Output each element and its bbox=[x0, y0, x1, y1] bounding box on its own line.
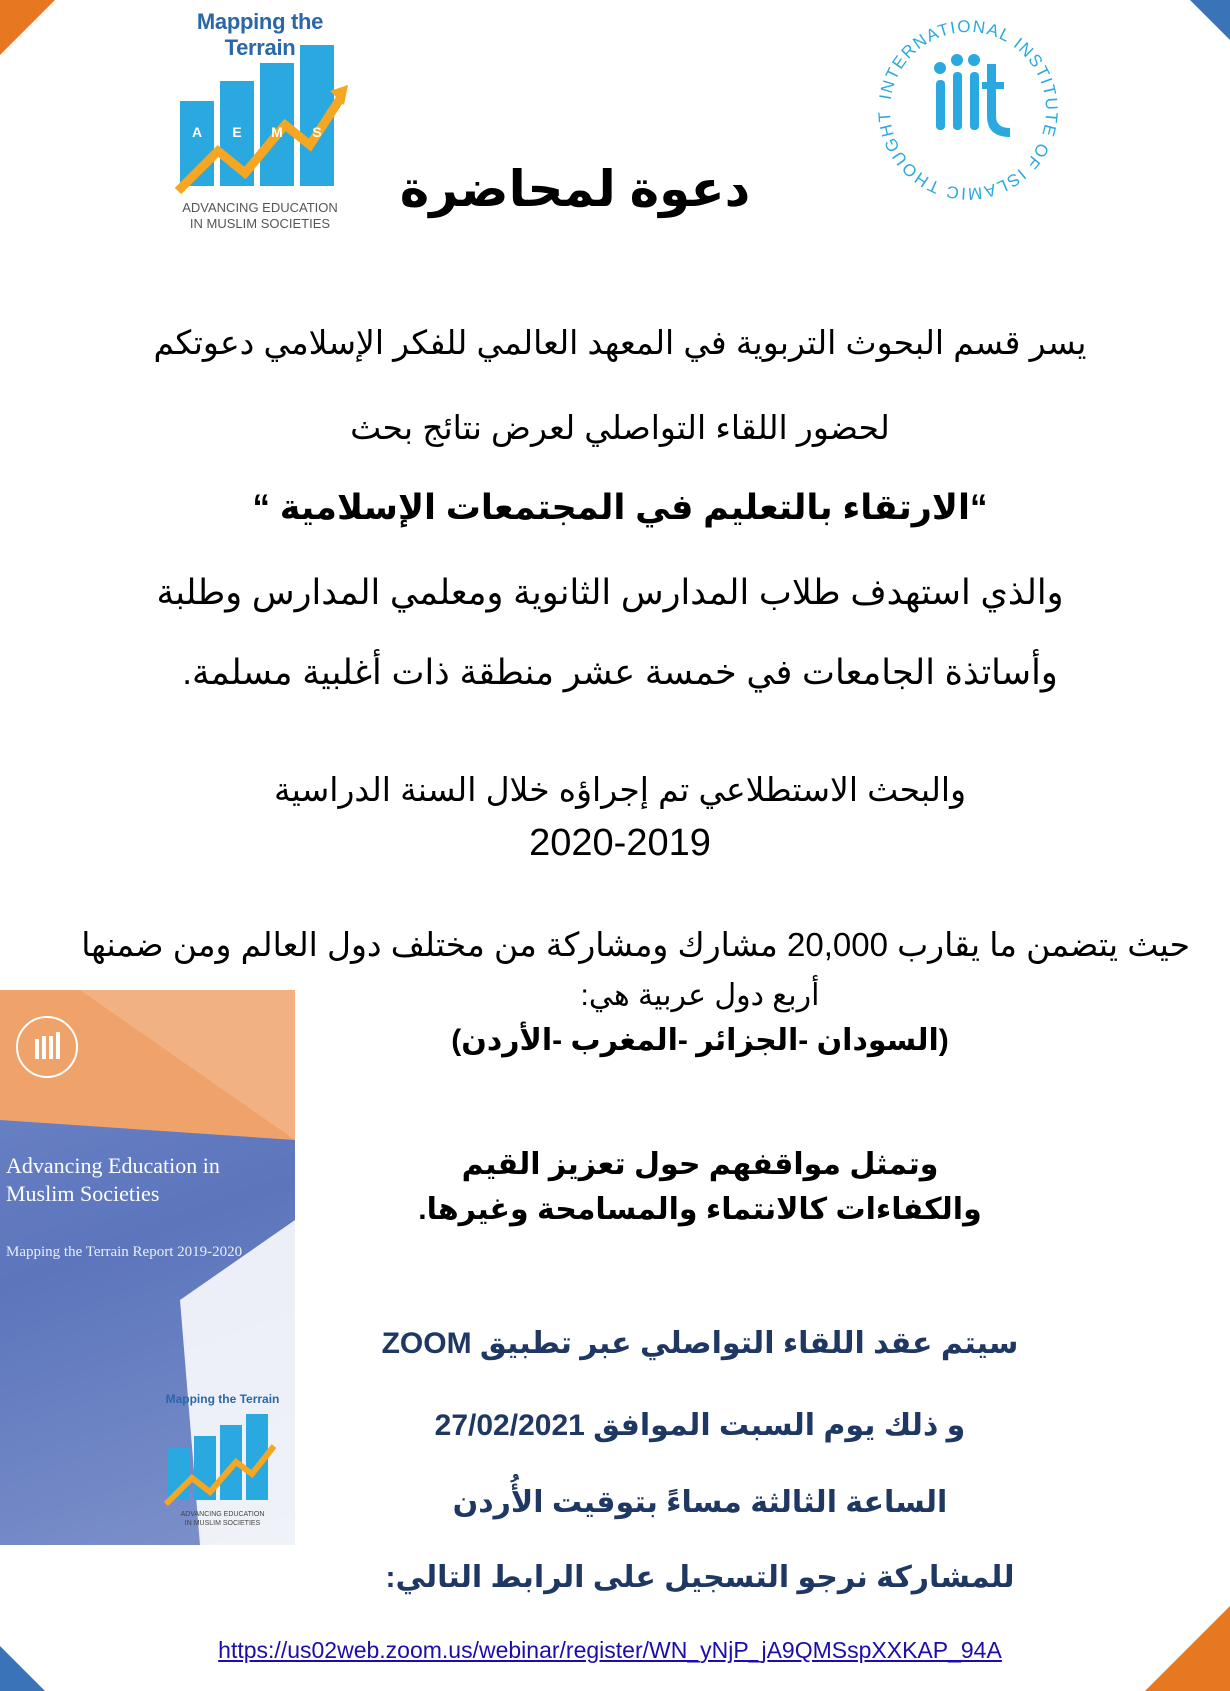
aems-letter-a: A bbox=[191, 124, 203, 140]
body-line-5: وأساتذة الجامعات في خمسة عشر منطقة ذات أغلبية مسلمة. bbox=[182, 653, 1058, 692]
aems-letter-s: S bbox=[312, 124, 322, 140]
aems-logo-subtitle bbox=[160, 200, 360, 232]
iiit-ring-text: INTERNATIONAL INSTITUTE OF ISLAMIC THOUGHT bbox=[874, 16, 1062, 204]
registration-prompt: للمشاركة نرجو التسجيل على الرابط التالي: bbox=[385, 1561, 1015, 1594]
participants-line: حيث يتضمن ما يقارب 20,000 مشارك ومشاركة من مختلف دول العالم ومن ضمنها bbox=[81, 926, 1190, 963]
aems-subtitle-line2: IN MUSLIM SOCIETIES bbox=[189, 216, 331, 231]
registration-link[interactable]: https://us02web.zoom.us/webinar/register/WN_yNjP_jA9QMSspXXKAP_94A bbox=[218, 1637, 1002, 1663]
aems-bar-chart-icon bbox=[170, 41, 350, 201]
aems-logo-title: Mapping the Terrain bbox=[196, 9, 324, 60]
page-title: دعوة لمحاضرة bbox=[399, 161, 751, 217]
cover-iiit-icon bbox=[12, 1012, 82, 1082]
cover-aems-icon bbox=[162, 1412, 282, 1507]
body-line-2: لحضور اللقاء التواصلي لعرض نتائج بحث bbox=[350, 409, 890, 446]
values-line-2: والكفاءات كالانتماء والمسامحة وغيرها. bbox=[418, 1193, 982, 1226]
arab-countries-intro: أربع دول عربية هي: bbox=[580, 979, 820, 1012]
cover-brand-subtitle bbox=[155, 1510, 290, 1528]
corner-decoration-bottom-left bbox=[0, 1646, 45, 1691]
event-time: الساعة الثالثة مساءً بتوقيت الأُردن bbox=[452, 1486, 948, 1519]
cover-brand: Mapping the Terrain bbox=[165, 1392, 280, 1406]
aems-subtitle-line1: ADVANCING EDUCATION bbox=[182, 200, 338, 215]
aems-logo bbox=[160, 5, 360, 240]
corner-decoration-top-right bbox=[1190, 0, 1230, 40]
event-date: و ذلك يوم السبت الموافق 27/02/2021 bbox=[434, 1409, 966, 1442]
body-line-4: والذي استهدف طلاب المدارس الثانوية ومعلمي المدارس وطلبة bbox=[156, 573, 1064, 612]
body-line-1: يسر قسم البحوث التربوية في المعهد العالمي للفكر الإسلامي دعوتكم bbox=[153, 324, 1087, 361]
iiit-logo bbox=[868, 10, 1068, 210]
cover-title: Advancing Education in Muslim Societies bbox=[6, 1153, 220, 1206]
countries-list: (السودان -الجزائر -المغرب -الأردن) bbox=[451, 1024, 949, 1057]
iiit-mark-icon bbox=[934, 54, 1010, 137]
aems-letter-m: M bbox=[271, 124, 283, 140]
event-platform: سيتم عقد اللقاء التواصلي عبر تطبيق ZOOM bbox=[381, 1327, 1019, 1360]
cover-brand-sub-line2: IN MUSLIM SOCIETIES bbox=[184, 1520, 261, 1527]
research-title: “الارتقاء بالتعليم في المجتمعات الإسلامية “ bbox=[252, 488, 988, 527]
body-line-6: والبحث الاستطلاعي تم إجراؤه خلال السنة الدراسية bbox=[273, 771, 967, 808]
corner-decoration-bottom-right bbox=[1145, 1606, 1230, 1691]
report-cover-image bbox=[0, 990, 295, 1545]
cover-brand-sub-line1: ADVANCING EDUCATION bbox=[180, 1511, 265, 1518]
corner-decoration-top-left bbox=[0, 0, 55, 55]
aems-letter-e: E bbox=[232, 124, 242, 140]
academic-year: 2020-2019 bbox=[529, 822, 711, 864]
values-line-1: وتمثل مواقفهم حول تعزيز القيم bbox=[461, 1148, 939, 1181]
cover-subtitle: Mapping the Terrain Report 2019-2020 bbox=[6, 1244, 243, 1260]
